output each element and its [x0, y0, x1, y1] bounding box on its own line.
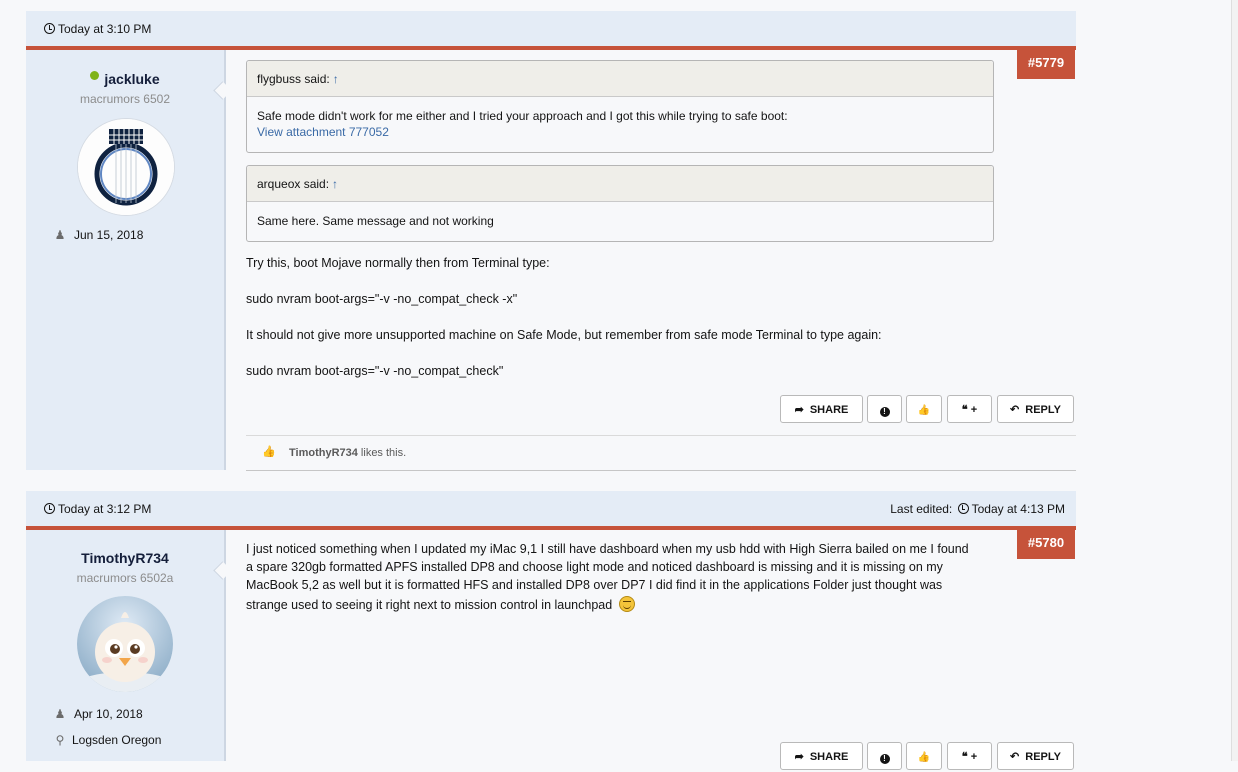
quote-author: flygbuss said:	[257, 72, 330, 86]
post-body-line: MacBook 5,2 as well but it is formatted HFS and installed DP8 over DP7 I did find it in the applications Folder just thought was	[246, 578, 943, 592]
author-name-text[interactable]: jackluke	[104, 71, 160, 87]
online-indicator	[90, 71, 99, 80]
share-label: SHARE	[809, 404, 849, 416]
reply-label: REPLY	[1025, 751, 1061, 763]
reply-arrow-icon: ↶	[1010, 751, 1020, 763]
thumbs-up-icon: 👍	[917, 752, 931, 763]
post-date[interactable]	[44, 22, 151, 36]
post-body-line: sudo nvram boot-args="-v -no_compat_check -x"	[246, 292, 518, 306]
avatar[interactable]	[77, 118, 175, 216]
report-icon: !	[880, 407, 890, 417]
quote-text: Same here. Same message and not working	[257, 214, 494, 228]
jump-to-quote-icon[interactable]: ↑	[332, 72, 339, 86]
last-edited-label: Last edited:	[890, 502, 953, 516]
report-button[interactable]	[867, 742, 902, 770]
smiley-icon	[619, 596, 635, 612]
last-edited-time: Today at 4:13 PM	[971, 502, 1065, 516]
post-date[interactable]	[44, 502, 151, 516]
share-arrow-icon: ➦	[794, 751, 804, 763]
location-pin-icon: ⚲	[55, 733, 65, 747]
multiquote-icon: ❝ +	[961, 751, 978, 763]
likes-summary	[246, 435, 1076, 471]
author-name[interactable]	[26, 71, 224, 87]
share-arrow-icon: ➦	[794, 404, 804, 416]
post-number[interactable]: #5780	[1017, 527, 1075, 559]
join-date-text: Apr 10, 2018	[74, 707, 143, 721]
quote-block	[246, 165, 994, 242]
thumbs-up-icon: 👍	[917, 405, 931, 416]
post-body-line: It should not give more unsupported machine on Safe Mode, but remember from safe mode Terminal to type again:	[246, 328, 882, 342]
reply-label: REPLY	[1025, 404, 1061, 416]
post-date-text: Today at 3:12 PM	[58, 502, 152, 516]
clock-icon	[44, 23, 55, 34]
join-date-text: Jun 15, 2018	[74, 228, 144, 242]
reply-button[interactable]	[997, 742, 1074, 770]
user-icon: ♟	[54, 707, 66, 721]
clock-icon	[44, 503, 55, 514]
quote-block	[246, 60, 994, 153]
quote-header	[247, 166, 993, 202]
post-header	[26, 11, 1076, 47]
quote-body	[247, 202, 993, 241]
share-label: SHARE	[809, 751, 849, 763]
quote-header	[247, 61, 993, 97]
join-date	[54, 707, 143, 721]
quote-body	[247, 97, 993, 152]
clock-icon	[958, 503, 969, 514]
jump-to-quote-icon[interactable]: ↑	[332, 177, 339, 191]
post-body-text: strange used to seeing it right next to mission control in launchpad	[246, 598, 613, 612]
likes-suffix: likes this.	[357, 447, 407, 459]
post-body-line: I just noticed something when I updated my iMac 9,1 I still have dashboard when my usb hdd with High Sierra bailed on me I found	[246, 542, 969, 556]
liker-link[interactable]: TimothyR734	[289, 447, 358, 459]
post-number[interactable]: #5779	[1017, 47, 1075, 79]
author-sidebar	[26, 530, 226, 761]
multiquote-button[interactable]	[947, 742, 992, 770]
thumbs-up-icon: 👍	[262, 446, 276, 458]
last-edited	[890, 502, 1065, 516]
share-button[interactable]	[780, 742, 863, 770]
post-body-line: sudo nvram boot-args="-v -no_compat_check"	[246, 364, 504, 378]
page-scrollbar[interactable]	[1231, 0, 1238, 761]
location	[54, 733, 161, 747]
like-button[interactable]	[906, 742, 942, 770]
author-sidebar	[26, 50, 226, 470]
post-body-line	[246, 596, 635, 614]
quote-text: Safe mode didn't work for me either and I tried your approach and I got this while trying to safe boot:	[257, 109, 788, 123]
post-header	[26, 491, 1076, 527]
like-button[interactable]	[906, 395, 942, 423]
likes-text	[289, 447, 406, 459]
location-text[interactable]: Logsden Oregon	[72, 733, 162, 747]
multiquote-button[interactable]	[947, 395, 992, 423]
avatar[interactable]	[77, 596, 173, 692]
report-icon: !	[880, 754, 890, 764]
multiquote-icon: ❝ +	[961, 404, 978, 416]
guitar-avatar-image	[78, 119, 174, 215]
bird-avatar-image	[77, 596, 173, 692]
author-name[interactable]: TimothyR734	[81, 550, 169, 566]
reply-button[interactable]	[997, 395, 1074, 423]
report-button[interactable]	[867, 395, 902, 423]
attachment-link[interactable]: View attachment 777052	[257, 125, 389, 139]
author-title: macrumors 6502a	[76, 571, 174, 585]
reply-arrow-icon: ↶	[1010, 404, 1020, 416]
user-icon: ♟	[54, 228, 66, 242]
share-button[interactable]	[780, 395, 863, 423]
post-date-text: Today at 3:10 PM	[58, 22, 152, 36]
post-body-line: Try this, boot Mojave normally then from Terminal type:	[246, 256, 550, 270]
post-body-line: a spare 320gb formatted APFS installed DP8 and choose light mode and noticed dashboard is missing and it is missing on my	[246, 560, 943, 574]
join-date	[54, 228, 143, 242]
author-title: macrumors 6502	[79, 92, 171, 106]
quote-author: arqueox said:	[257, 177, 330, 191]
